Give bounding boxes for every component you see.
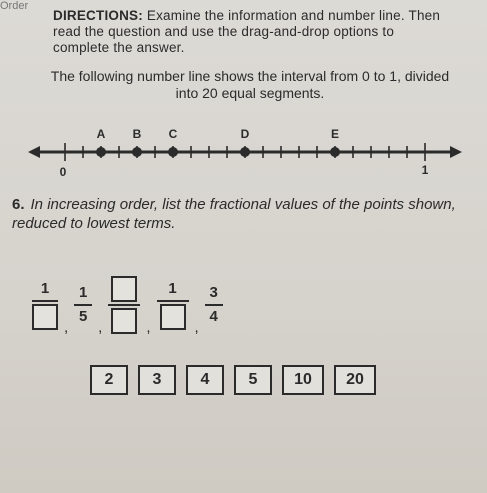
option-4[interactable]: 4 bbox=[186, 365, 224, 395]
separator: , bbox=[98, 319, 103, 336]
fraction-bar bbox=[74, 304, 92, 306]
option-3[interactable]: 3 bbox=[138, 365, 176, 395]
option-10[interactable]: 10 bbox=[282, 365, 324, 395]
fraction-numerator: 3 bbox=[209, 284, 218, 301]
answer-fraction-4 bbox=[157, 280, 189, 330]
fraction-denominator: 4 bbox=[209, 308, 218, 325]
drop-target-1[interactable] bbox=[32, 304, 58, 330]
label-one: 1 bbox=[421, 163, 429, 177]
fraction-bar bbox=[32, 300, 58, 302]
fraction-bar bbox=[108, 304, 140, 306]
question-number: 6. bbox=[12, 196, 25, 213]
point-a bbox=[96, 147, 106, 157]
drop-target-4[interactable] bbox=[160, 304, 186, 330]
answer-row bbox=[30, 270, 225, 340]
separator: , bbox=[146, 319, 151, 336]
drop-target-2[interactable] bbox=[111, 276, 137, 302]
answer-fraction-5 bbox=[205, 284, 223, 326]
label-zero: 0 bbox=[59, 165, 67, 179]
question bbox=[12, 195, 472, 233]
left-arrow-icon bbox=[28, 146, 40, 158]
intro-text: The following number line shows the interval from 0 to 1, divided into 20 equal segments. bbox=[50, 68, 450, 101]
drag-options bbox=[90, 365, 376, 395]
fraction-numerator: 1 bbox=[79, 284, 88, 301]
point-c bbox=[168, 147, 178, 157]
fraction-numerator: 1 bbox=[40, 280, 50, 297]
number-line bbox=[0, 120, 487, 190]
point-d bbox=[240, 147, 250, 157]
option-5[interactable]: 5 bbox=[234, 365, 272, 395]
point-label-c: C bbox=[168, 127, 178, 141]
fraction-bar bbox=[205, 304, 223, 306]
directions bbox=[53, 8, 453, 56]
point-label-e: E bbox=[330, 127, 340, 141]
point-label-d: D bbox=[240, 127, 250, 141]
corner-text: Order bbox=[0, 0, 29, 12]
separator: , bbox=[194, 319, 199, 336]
point-b bbox=[132, 147, 142, 157]
directions-text: Examine the information and number line. Then read the question and use the drag-and-drop options to complete the answer. bbox=[53, 8, 441, 55]
fraction-numerator: 1 bbox=[168, 280, 177, 297]
directions-lead: DIRECTIONS: bbox=[53, 8, 143, 23]
answer-fraction-2 bbox=[74, 284, 92, 326]
drop-target-3[interactable] bbox=[111, 308, 137, 334]
point-label-a: A bbox=[96, 127, 106, 141]
option-2[interactable]: 2 bbox=[90, 365, 128, 395]
answer-fraction-1 bbox=[32, 280, 58, 330]
question-text: In increasing order, list the fractional values of the points shown, reduced to lowest terms. bbox=[12, 196, 456, 232]
fraction-denominator: 5 bbox=[79, 308, 88, 325]
option-20[interactable]: 20 bbox=[334, 365, 376, 395]
answer-fraction-3 bbox=[108, 276, 140, 334]
right-arrow-icon bbox=[450, 146, 462, 158]
point-label-b: B bbox=[132, 127, 142, 141]
separator: , bbox=[64, 319, 69, 336]
fraction-bar bbox=[157, 300, 189, 302]
point-e bbox=[330, 147, 340, 157]
